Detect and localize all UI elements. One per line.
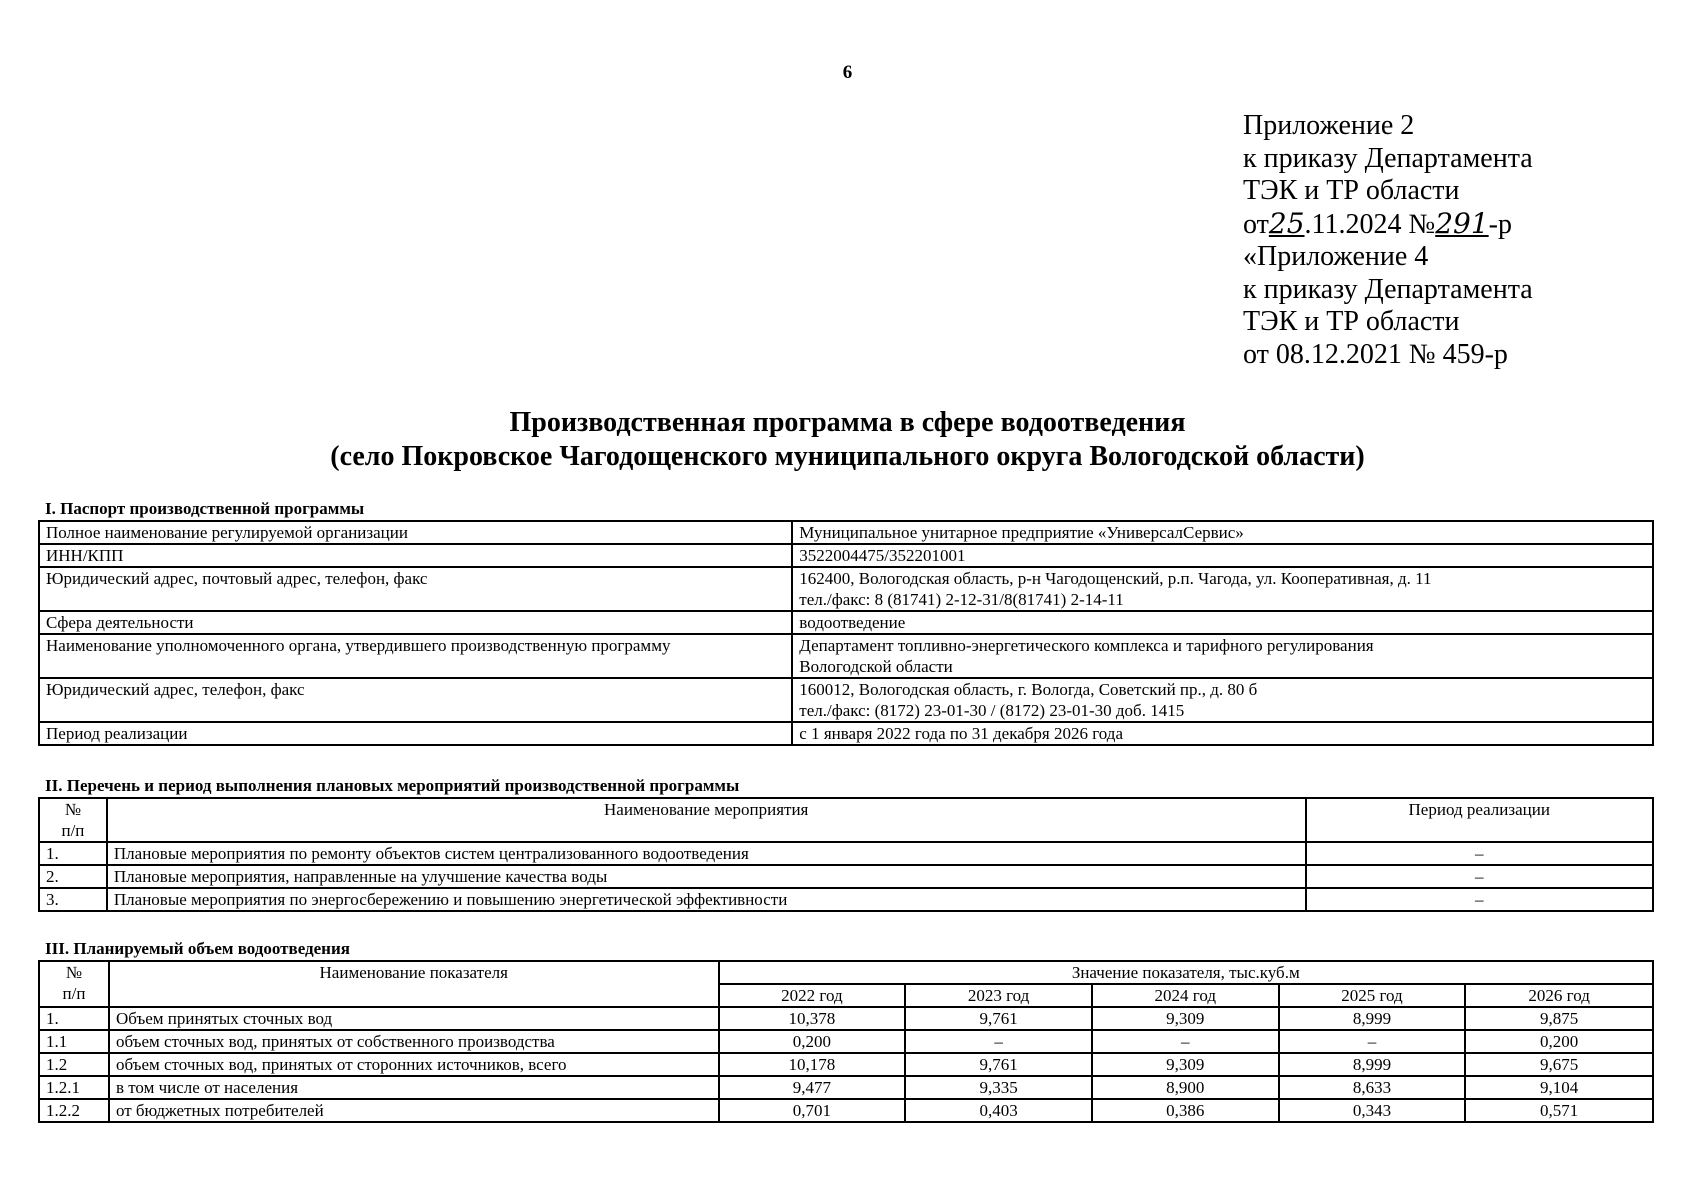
table-row <box>39 842 1653 865</box>
activities-table <box>38 797 1654 912</box>
table-row <box>39 1076 1653 1099</box>
table-header-row <box>39 961 1653 984</box>
column-header-name: Наименование показателя <box>109 961 719 1007</box>
indicator-value: 9,309 <box>1092 1053 1279 1076</box>
title-line-2: (село Покровское Чагодощенского муниципального округа Вологодской области) <box>330 441 1365 472</box>
row-number: 1. <box>39 842 107 865</box>
passport-value <box>792 634 1653 678</box>
passport-label: Полное наименование регулируемой организации <box>39 521 792 544</box>
passport-table <box>38 520 1654 746</box>
passport-value-line: 160012, Вологодская область, г. Вологда, Советский пр., д. 80 б <box>799 680 1258 699</box>
indicator-value: 9,335 <box>905 1076 1092 1099</box>
table-header-row <box>39 798 1653 842</box>
volume-table <box>38 960 1654 1123</box>
document-title <box>0 406 1695 474</box>
passport-label: Юридический адрес, почтовый адрес, телефон, факс <box>39 567 792 611</box>
year-header: 2024 год <box>1092 984 1279 1007</box>
table-row <box>39 722 1653 745</box>
passport-label: Юридический адрес, телефон, факс <box>39 678 792 722</box>
row-number: 3. <box>39 888 107 911</box>
section-3-heading: III. Планируемый объем водоотведения <box>45 939 350 958</box>
indicator-name: от бюджетных потребителей <box>109 1099 719 1122</box>
appendix-line: ТЭК и ТР области <box>1243 175 1460 206</box>
table-row <box>39 865 1653 888</box>
appendix-date-prefix: от <box>1243 208 1269 240</box>
passport-value-line: Вологодской области <box>799 657 953 676</box>
passport-label: Сфера деятельности <box>39 611 792 634</box>
activity-name: Плановые мероприятия по ремонту объектов систем централизованного водоотведения <box>107 842 1306 865</box>
indicator-value: 0,343 <box>1279 1099 1466 1122</box>
table-row <box>39 544 1653 567</box>
column-header-name: Наименование мероприятия <box>107 798 1306 842</box>
indicator-value: 10,378 <box>719 1007 906 1030</box>
year-header: 2025 год <box>1279 984 1466 1007</box>
passport-value: 3522004475/352201001 <box>792 544 1653 567</box>
appendix-line: «Приложение 4 <box>1243 241 1429 272</box>
indicator-value: 9,875 <box>1465 1007 1653 1030</box>
indicator-value: 0,701 <box>719 1099 906 1122</box>
indicator-value: 0,200 <box>1465 1030 1653 1053</box>
indicator-value: 9,675 <box>1465 1053 1653 1076</box>
passport-value: с 1 января 2022 года по 31 декабря 2026 года <box>792 722 1653 745</box>
column-header-period: Период реализации <box>1306 798 1654 842</box>
year-header: 2022 год <box>719 984 906 1007</box>
indicator-value: 9,477 <box>719 1076 906 1099</box>
indicator-name: в том числе от населения <box>109 1076 719 1099</box>
table-row <box>39 521 1653 544</box>
table-row <box>39 567 1653 611</box>
activity-period: – <box>1306 888 1654 911</box>
section-1-heading: I. Паспорт производственной программы <box>45 499 365 518</box>
passport-value: Муниципальное унитарное предприятие «УниверсалСервис» <box>792 521 1653 544</box>
activity-name: Плановые мероприятия по энергосбережению и повышению энергетической эффективности <box>107 888 1306 911</box>
page-number: 6 <box>842 62 853 83</box>
indicator-value: 9,309 <box>1092 1007 1279 1030</box>
passport-label: Наименование уполномоченного органа, утвердившего производственную программу <box>39 634 792 678</box>
appendix-date-line <box>1243 208 1533 242</box>
row-number: 1.2.1 <box>39 1076 109 1099</box>
indicator-value: 0,200 <box>719 1030 906 1053</box>
passport-value: водоотведение <box>792 611 1653 634</box>
table-row <box>39 1030 1653 1053</box>
appendix-line: от 08.12.2021 № 459-р <box>1243 338 1508 370</box>
table-row <box>39 678 1653 722</box>
column-header-number: № п/п <box>39 798 107 842</box>
activity-period: – <box>1306 865 1654 888</box>
appendix-line: Приложение 2 <box>1243 110 1415 141</box>
indicator-value: 8,900 <box>1092 1076 1279 1099</box>
indicator-value: 9,104 <box>1465 1076 1653 1099</box>
passport-label: Период реализации <box>39 722 792 745</box>
indicator-value: 8,999 <box>1279 1007 1466 1030</box>
table-row <box>39 1053 1653 1076</box>
indicator-value: 9,761 <box>905 1053 1092 1076</box>
passport-value-line: тел./факс: 8 (81741) 2-12-31/8(81741) 2-14-11 <box>799 590 1124 609</box>
appendix-line: ТЭК и ТР области <box>1243 306 1460 337</box>
year-header: 2023 год <box>905 984 1092 1007</box>
passport-value <box>792 567 1653 611</box>
indicator-value: 8,999 <box>1279 1053 1466 1076</box>
indicator-value: – <box>905 1030 1092 1053</box>
passport-value <box>792 678 1653 722</box>
indicator-name: объем сточных вод, принятых от собственного производства <box>109 1030 719 1053</box>
indicator-name: Объем принятых сточных вод <box>109 1007 719 1030</box>
year-header: 2026 год <box>1465 984 1653 1007</box>
indicator-value: 9,761 <box>905 1007 1092 1030</box>
indicator-value: 8,633 <box>1279 1076 1466 1099</box>
indicator-value: – <box>1279 1030 1466 1053</box>
indicator-value: 10,178 <box>719 1053 906 1076</box>
row-number: 1.1 <box>39 1030 109 1053</box>
table-row <box>39 888 1653 911</box>
appendix-line: к приказу Департамента <box>1243 142 1533 174</box>
row-number: 2. <box>39 865 107 888</box>
passport-value-line: 162400, Вологодская область, р-н Чагодощенский, р.п. Чагода, ул. Кооперативная, д. 11 <box>799 569 1432 588</box>
table-row <box>39 634 1653 678</box>
indicator-value: 0,403 <box>905 1099 1092 1122</box>
appendix-block <box>1243 110 1533 371</box>
appendix-date-suffix: -р <box>1488 208 1512 240</box>
appendix-line: к приказу Департамента <box>1243 273 1533 305</box>
indicator-value: – <box>1092 1030 1279 1053</box>
passport-label: ИНН/КПП <box>39 544 792 567</box>
indicator-value: 0,571 <box>1465 1099 1653 1122</box>
row-number: 1.2.2 <box>39 1099 109 1122</box>
table-row <box>39 611 1653 634</box>
appendix-date-mid: .11.2024 № <box>1304 208 1436 240</box>
indicator-name: объем сточных вод, принятых от сторонних источников, всего <box>109 1053 719 1076</box>
row-number: 1. <box>39 1007 109 1030</box>
activity-name: Плановые мероприятия, направленные на улучшение качества воды <box>107 865 1306 888</box>
passport-value-line: Департамент топливно-энергетического комплекса и тарифного регулирования <box>799 636 1374 655</box>
section-2-heading: II. Перечень и период выполнения плановых мероприятий производственной программы <box>45 776 740 795</box>
table-row <box>39 1007 1653 1030</box>
activity-period: – <box>1306 842 1654 865</box>
passport-value-line: тел./факс: (8172) 23-01-30 / (8172) 23-01-30 доб. 1415 <box>799 701 1185 720</box>
column-header-value: Значение показателя, тыс.куб.м <box>719 961 1653 984</box>
handwritten-order-number: 291 <box>1435 206 1489 240</box>
row-number: 1.2 <box>39 1053 109 1076</box>
column-header-number: № п/п <box>39 961 109 1007</box>
handwritten-day: 25 <box>1268 206 1305 240</box>
title-line-1: Производственная программа в сфере водоотведения <box>509 407 1186 438</box>
table-row <box>39 1099 1653 1122</box>
indicator-value: 0,386 <box>1092 1099 1279 1122</box>
